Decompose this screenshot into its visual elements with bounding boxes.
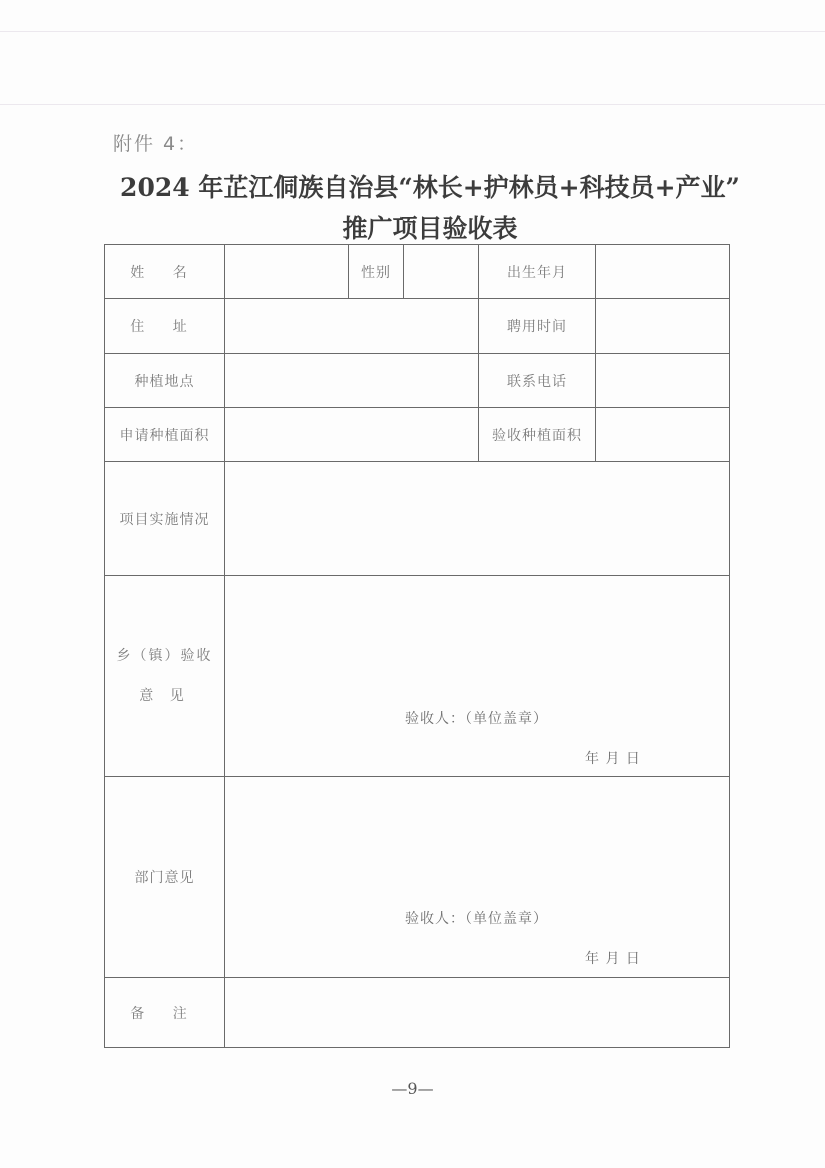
birth-label: 出生年月 (479, 245, 596, 299)
hire-time-value[interactable] (596, 299, 730, 354)
department-signer-text: 验收人：（单位盖章） (405, 911, 548, 927)
row-department-opinion (105, 777, 730, 978)
page-number: —9— (391, 1079, 434, 1098)
township-label-line2: 意 见 (139, 688, 190, 704)
plant-site-label: 种植地点 (105, 354, 225, 408)
apply-area-value[interactable] (225, 408, 479, 462)
row-remarks (105, 978, 730, 1048)
row-address (105, 299, 730, 354)
remarks-value[interactable] (225, 978, 730, 1048)
name-label: 姓 名 (105, 245, 225, 299)
gender-value[interactable] (404, 245, 479, 299)
township-signer-text: 验收人：（单位盖章） (405, 711, 548, 727)
row-plant-site (105, 354, 730, 408)
phone-label: 联系电话 (479, 354, 596, 408)
acceptance-form-table (104, 244, 730, 1048)
township-opinion-value[interactable] (225, 576, 730, 777)
hire-time-label: 聘用时间 (479, 299, 596, 354)
birth-value[interactable] (596, 245, 730, 299)
attachment-label: 附件 4： (113, 133, 199, 155)
department-date-text: 年 月 日 (585, 951, 641, 967)
row-area (105, 408, 730, 462)
accept-area-label: 验收种植面积 (479, 408, 596, 462)
row-township-opinion (105, 576, 730, 777)
row-implementation (105, 462, 730, 576)
scan-artifact-line (0, 31, 825, 32)
document-title-line2: 推广项目验收表 (342, 214, 518, 243)
department-opinion-value[interactable] (225, 777, 730, 978)
name-value[interactable] (225, 245, 349, 299)
gender-label: 性别 (349, 245, 404, 299)
remarks-label: 备 注 (105, 978, 225, 1048)
apply-area-label: 申请种植面积 (105, 408, 225, 462)
address-value[interactable] (225, 299, 479, 354)
row-name (105, 245, 730, 299)
township-label-line1: 乡（镇）验收 (116, 648, 213, 664)
township-opinion-label (105, 576, 225, 777)
plant-site-value[interactable] (225, 354, 479, 408)
document-title-line1: 2024 年芷江侗族自治县“林长+护林员+科技员+产业” (120, 173, 740, 202)
township-date-text: 年 月 日 (585, 751, 641, 767)
implementation-value[interactable] (225, 462, 730, 576)
scan-artifact-line (0, 104, 825, 105)
department-opinion-label: 部门意见 (105, 777, 225, 978)
implementation-label: 项目实施情况 (105, 462, 225, 576)
phone-value[interactable] (596, 354, 730, 408)
accept-area-value[interactable] (596, 408, 730, 462)
address-label: 住 址 (105, 299, 225, 354)
